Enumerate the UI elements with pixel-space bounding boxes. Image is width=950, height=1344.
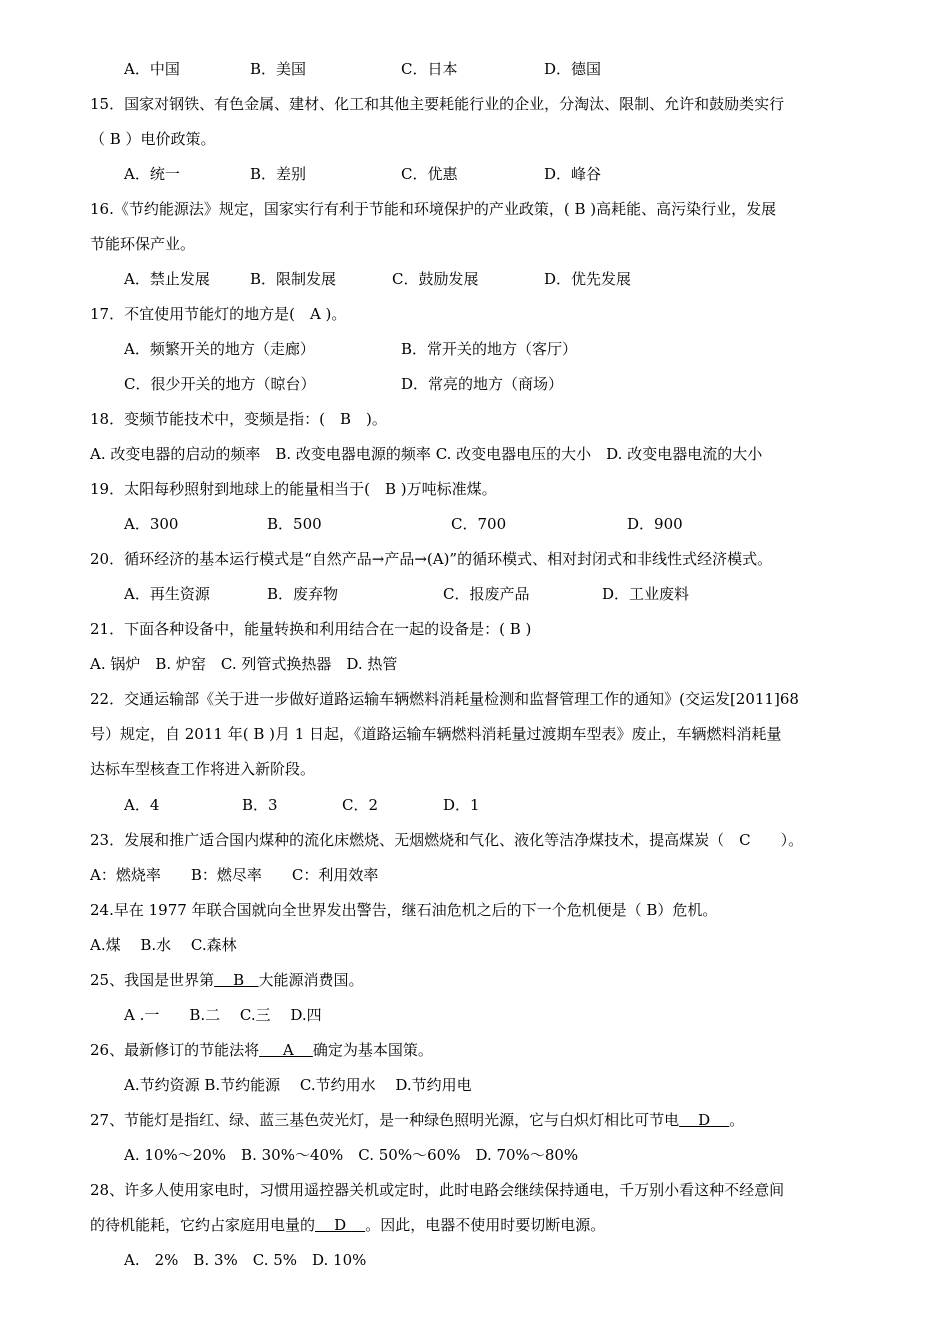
- q18-options: A. 改变电器的启动的频率 B. 改变电器电源的频率 C. 改变电器电压的大小 D. 改变电器电流的大小: [90, 445, 763, 463]
- q27-text-post: 。: [729, 1111, 745, 1129]
- q16-option-a: A．禁止发展: [124, 270, 210, 288]
- q15-question-line-2: （ B ）电价政策。: [90, 130, 216, 148]
- q22-question-line-3: 达标车型核查工作将进入新阶段。: [90, 760, 316, 778]
- q28-text-post: 。因此，电器不使用时要切断电源。: [365, 1216, 606, 1234]
- q19-option-a: A．300: [124, 515, 179, 533]
- q17-option-a: A．频繁开关的地方（走廊）: [124, 340, 315, 358]
- q28-question-line-2: [90, 1215, 605, 1235]
- q16-question-line-1: 16.《节约能源法》规定，国家实行有利于节能和环境保护的产业政策，( B )高耗能、高污染行业，发展: [90, 200, 777, 218]
- q17-option-b: B．常开关的地方（客厅）: [401, 340, 578, 358]
- q25-text-post: 大能源消费国。: [258, 971, 364, 989]
- q28-question-line-1: 28、许多人使用家电时，习惯用遥控器关机或定时，此时电路会继续保持通电，千万别小看这种不经意间: [90, 1181, 785, 1199]
- q17-question: 17．不宜使用节能灯的地方是( A )。: [90, 305, 347, 323]
- q23-options: A：燃烧率 B：燃尽率 C：利用效率: [90, 866, 379, 884]
- q19-question: 19．太阳每秒照射到地球上的能量相当于( B )万吨标准煤。: [90, 480, 497, 498]
- q22-question-line-2: 号）规定，自 2011 年( B )月 1 日起，《道路运输车辆燃料消耗量过渡期车型表》废止，车辆燃料消耗量: [90, 725, 782, 743]
- q19-option-b: B．500: [267, 515, 322, 533]
- q25-options: A .一 B.二 C.三 D.四: [124, 1006, 322, 1024]
- q25-text-pre: 25、我国是世界第: [90, 971, 215, 989]
- q19-option-c: C．700: [451, 515, 507, 533]
- q17-option-c: C．很少开关的地方（晾台）: [124, 375, 316, 393]
- q15-option-b: B．差别: [250, 165, 307, 183]
- q15-option-d: D．峰谷: [544, 165, 602, 183]
- q18-question: 18．变频节能技术中，变频是指：( B )。: [90, 410, 387, 428]
- q24-options: A.煤 B.水 C.森林: [90, 936, 237, 954]
- q15-question-line-1: 15．国家对钢铁、有色金属、建材、化工和其他主要耗能行业的企业，分淘汰、限制、允许和鼓励类实行: [90, 95, 785, 113]
- q20-option-b: B．废弃物: [267, 585, 339, 603]
- q26-question: [90, 1040, 433, 1060]
- q22-option-c: C．2: [342, 796, 379, 814]
- q19-option-d: D．900: [627, 515, 683, 533]
- q15-option-c: C．优惠: [401, 165, 458, 183]
- q26-answer-blank: A: [259, 1041, 313, 1059]
- q22-option-b: B．3: [242, 796, 278, 814]
- q20-option-d: D．工业废料: [602, 585, 690, 603]
- q20-option-a: A．再生资源: [124, 585, 210, 603]
- q27-question: [90, 1110, 744, 1130]
- q24-question: 24.早在 1977 年联合国就向全世界发出警告，继石油危机之后的下一个危机便是（ B）危机。: [90, 901, 718, 919]
- q26-text-pre: 26、最新修订的节能法将: [90, 1041, 260, 1059]
- q16-option-c: C．鼓励发展: [392, 270, 479, 288]
- q14-option-a: A．中国: [124, 60, 180, 78]
- q20-option-c: C．报废产品: [443, 585, 530, 603]
- q22-option-d: D．1: [443, 796, 480, 814]
- q14-option-d: D．德国: [544, 60, 602, 78]
- q25-answer-blank: B: [214, 971, 259, 989]
- q27-text-pre: 27、节能灯是指红、绿、蓝三基色荧光灯，是一种绿色照明光源，它与白炽灯相比可节电: [90, 1111, 680, 1129]
- q20-question: 20．循环经济的基本运行模式是“自然产品→产品→(A)”的循环模式、相对封闭式和非线性式经济模式。: [90, 550, 773, 568]
- q17-option-d: D．常亮的地方（商场）: [401, 375, 564, 393]
- q14-option-c: C．日本: [401, 60, 458, 78]
- q22-option-a: A．4: [124, 796, 160, 814]
- q25-question: [90, 970, 364, 990]
- q14-option-b: B．美国: [250, 60, 307, 78]
- q27-options: A. 10%～20% B. 30%～40% C. 50%～60% D. 70%～80%: [124, 1146, 579, 1164]
- q16-option-b: B．限制发展: [250, 270, 337, 288]
- q23-question: 23．发展和推广适合国内煤种的流化床燃烧、无烟燃烧和气化、液化等洁净煤技术，提高煤炭（ C ）。: [90, 831, 804, 849]
- q26-text-post: 确定为基本国策。: [312, 1041, 433, 1059]
- q21-question: 21．下面各种设备中，能量转换和利用结合在一起的设备是：( B ): [90, 620, 532, 638]
- q21-options: A. 锅炉 B. 炉窑 C. 列管式换热器 D. 热管: [90, 655, 398, 673]
- q28-text-pre: 的待机能耗，它约占家庭用电量的: [90, 1216, 316, 1234]
- q22-question-line-1: 22．交通运输部《关于进一步做好道路运输车辆燃料消耗量检测和监督管理工作的通知》(交运发[2011]68: [90, 690, 799, 708]
- q16-option-d: D．优先发展: [544, 270, 632, 288]
- q16-question-line-2: 节能环保产业。: [90, 235, 196, 253]
- q26-options: A.节约资源 B.节约能源 C.节约用水 D.节约用电: [124, 1076, 472, 1094]
- q27-answer-blank: D: [679, 1111, 730, 1129]
- q28-options: A. 2% B. 3% C. 5% D. 10%: [124, 1251, 367, 1269]
- q15-option-a: A．统一: [124, 165, 180, 183]
- q28-answer-blank: D: [315, 1216, 366, 1234]
